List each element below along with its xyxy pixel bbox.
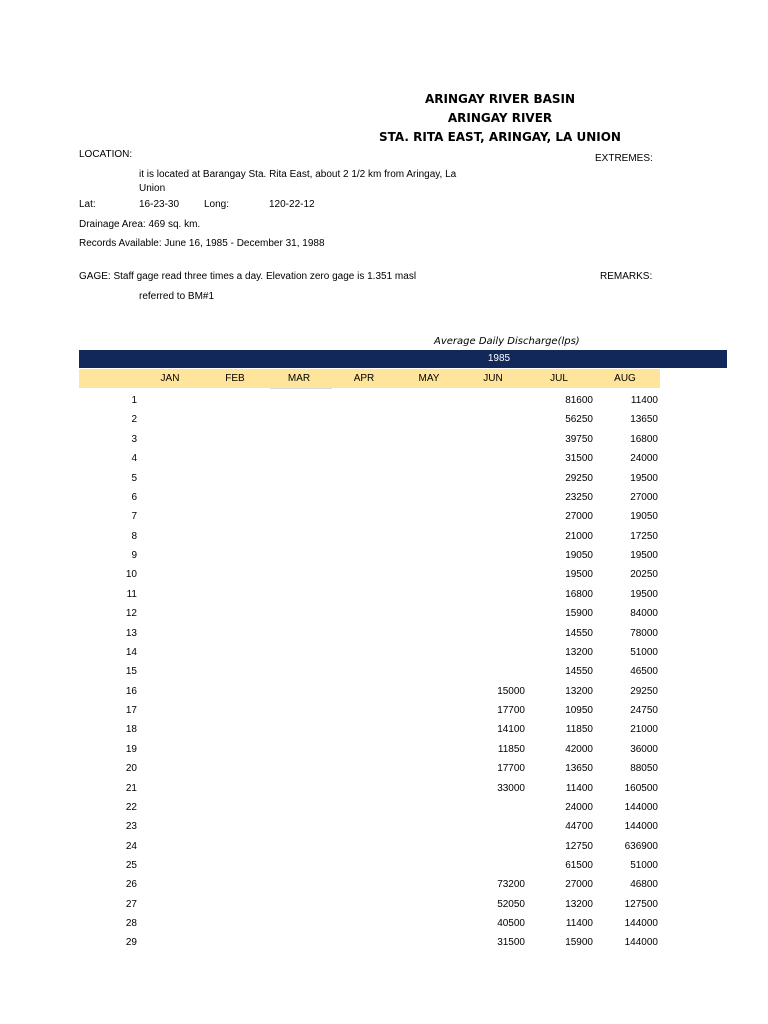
month-header-jan: JAN (160, 373, 180, 384)
table-row (0, 492, 768, 511)
day-cell: 28 (125, 918, 137, 929)
jul-cell: 21000 (565, 531, 593, 542)
table-row (0, 414, 768, 433)
jun-cell: 14100 (497, 724, 525, 735)
table-row (0, 628, 768, 647)
aug-cell: 84000 (630, 608, 658, 619)
jul-cell: 31500 (565, 453, 593, 464)
year-header (79, 350, 727, 368)
table-row (0, 724, 768, 743)
month-header-feb: FEB (225, 373, 245, 384)
aug-cell: 144000 (624, 937, 658, 948)
day-cell: 3 (131, 434, 137, 445)
extremes-label: EXTREMES: (595, 153, 653, 164)
day-cell: 21 (125, 783, 137, 794)
jun-cell: 11850 (497, 744, 525, 755)
table-row (0, 686, 768, 705)
station-title: STA. RITA EAST, ARINGAY, LA UNION (379, 130, 621, 144)
table-row (0, 879, 768, 898)
jul-cell: 29250 (565, 473, 593, 484)
table-row (0, 763, 768, 782)
day-cell: 16 (125, 686, 137, 697)
table-row (0, 666, 768, 685)
jul-cell: 13200 (565, 686, 593, 697)
day-cell: 8 (131, 531, 137, 542)
gage-info: GAGE: Staff gage read three times a day. Elevation zero gage is 1.351 masl (79, 271, 417, 282)
aug-cell: 636900 (624, 841, 658, 852)
jul-cell: 27000 (565, 511, 593, 522)
jun-cell: 40500 (497, 918, 525, 929)
table-row (0, 511, 768, 530)
jul-cell: 19050 (565, 550, 593, 561)
jul-cell: 19500 (565, 569, 593, 580)
table-row (0, 569, 768, 588)
lat-value: 16-23-30 (139, 199, 180, 210)
table-row (0, 608, 768, 627)
aug-cell: 78000 (630, 628, 658, 639)
jul-cell: 15900 (565, 608, 593, 619)
day-cell: 23 (125, 821, 137, 832)
table-row (0, 744, 768, 763)
jul-cell: 11400 (565, 918, 593, 929)
day-cell: 6 (131, 492, 137, 503)
aug-cell: 17250 (630, 531, 658, 542)
year-label: 1985 (487, 353, 511, 364)
aug-cell: 46500 (630, 666, 658, 677)
table-row (0, 453, 768, 472)
day-cell: 25 (125, 860, 137, 871)
jul-cell: 10950 (565, 705, 593, 716)
cell-divider (270, 388, 332, 389)
day-cell: 2 (131, 414, 137, 425)
jul-cell: 27000 (565, 879, 593, 890)
jun-cell: 31500 (497, 937, 525, 948)
table-row (0, 550, 768, 569)
day-cell: 10 (125, 569, 137, 580)
aug-cell: 144000 (624, 821, 658, 832)
day-cell: 26 (125, 879, 137, 890)
table-row (0, 647, 768, 666)
aug-cell: 20250 (630, 569, 658, 580)
table-caption: Average Daily Discharge(lps) (434, 336, 580, 347)
location-label: LOCATION: (79, 149, 133, 160)
table-row (0, 899, 768, 918)
month-header-row (79, 369, 660, 388)
day-cell: 24 (125, 841, 137, 852)
table-row (0, 821, 768, 840)
jul-cell: 11850 (565, 724, 593, 735)
aug-cell: 19500 (630, 473, 658, 484)
jul-cell: 23250 (565, 492, 593, 503)
aug-cell: 11400 (630, 395, 658, 406)
month-header-jun: JUN (483, 373, 503, 384)
jul-cell: 39750 (565, 434, 593, 445)
day-cell: 1 (131, 395, 137, 406)
day-cell: 11 (126, 589, 137, 600)
day-cell: 27 (125, 899, 137, 910)
month-header-aug: AUG (614, 373, 636, 384)
day-cell: 20 (125, 763, 137, 774)
jul-cell: 61500 (565, 860, 593, 871)
aug-cell: 21000 (630, 724, 658, 735)
aug-cell: 144000 (624, 918, 658, 929)
day-cell: 9 (131, 550, 137, 561)
aug-cell: 27000 (630, 492, 658, 503)
jul-cell: 13650 (565, 763, 593, 774)
aug-cell: 24750 (630, 705, 658, 716)
jul-cell: 24000 (565, 802, 593, 813)
location-description: it is located at Barangay Sta. Rita East, about 2 1/2 km from Aringay, La Union (139, 169, 457, 194)
jun-cell: 17700 (497, 763, 525, 774)
river-title: ARINGAY RIVER (447, 111, 553, 125)
table-row (0, 705, 768, 724)
table-row (0, 802, 768, 821)
aug-cell: 51000 (630, 860, 658, 871)
day-cell: 13 (125, 628, 137, 639)
jul-cell: 12750 (565, 841, 593, 852)
day-cell: 4 (131, 453, 137, 464)
day-cell: 19 (125, 744, 137, 755)
aug-cell: 51000 (630, 647, 658, 658)
jul-cell: 56250 (565, 414, 593, 425)
jun-cell: 73200 (497, 879, 525, 890)
table-row (0, 395, 768, 414)
table-row (0, 783, 768, 802)
table-row (0, 860, 768, 879)
aug-cell: 46800 (630, 879, 658, 890)
jul-cell: 13200 (565, 899, 593, 910)
aug-cell: 19500 (630, 550, 658, 561)
day-cell: 7 (131, 511, 137, 522)
jun-cell: 52050 (497, 899, 525, 910)
month-header-may: MAY (418, 373, 440, 384)
month-header-apr: APR (353, 373, 375, 384)
table-row (0, 473, 768, 492)
day-cell: 14 (125, 647, 137, 658)
basin-title: ARINGAY RIVER BASIN (424, 92, 576, 106)
day-cell: 29 (125, 937, 137, 948)
month-header-mar: MAR (287, 373, 311, 384)
gage-reference: referred to BM#1 (139, 291, 215, 302)
jul-cell: 16800 (565, 589, 593, 600)
aug-cell: 127500 (624, 899, 658, 910)
day-cell: 5 (131, 473, 137, 484)
long-value: 120-22-12 (269, 199, 315, 210)
jun-cell: 33000 (497, 783, 525, 794)
table-row (0, 531, 768, 550)
aug-cell: 19500 (630, 589, 658, 600)
jul-cell: 13200 (565, 647, 593, 658)
aug-cell: 24000 (630, 453, 658, 464)
jul-cell: 44700 (565, 821, 593, 832)
jun-cell: 17700 (497, 705, 525, 716)
day-cell: 17 (125, 705, 137, 716)
aug-cell: 13650 (630, 414, 658, 425)
jul-cell: 11400 (565, 783, 593, 794)
aug-cell: 160500 (624, 783, 658, 794)
jun-cell: 15000 (497, 686, 525, 697)
aug-cell: 36000 (630, 744, 658, 755)
jul-cell: 14550 (565, 666, 593, 677)
records-available: Records Available: June 16, 1985 - December 31, 1988 (79, 238, 325, 249)
aug-cell: 144000 (624, 802, 658, 813)
table-row (0, 918, 768, 937)
table-row (0, 434, 768, 453)
table-row (0, 937, 768, 956)
jul-cell: 15900 (565, 937, 593, 948)
aug-cell: 19050 (630, 511, 658, 522)
day-cell: 15 (125, 666, 137, 677)
table-row (0, 841, 768, 860)
table-row (0, 589, 768, 608)
aug-cell: 29250 (630, 686, 658, 697)
month-header-jul: JUL (550, 373, 568, 384)
day-cell: 12 (125, 608, 137, 619)
drainage-area: Drainage Area: 469 sq. km. (79, 219, 201, 230)
lat-label: Lat: (79, 199, 96, 210)
jul-cell: 14550 (565, 628, 593, 639)
jul-cell: 42000 (565, 744, 593, 755)
day-cell: 18 (125, 724, 137, 735)
long-label: Long: (204, 199, 230, 210)
aug-cell: 88050 (630, 763, 658, 774)
jul-cell: 81600 (565, 395, 593, 406)
remarks-label: REMARKS: (600, 271, 653, 282)
aug-cell: 16800 (630, 434, 658, 445)
day-cell: 22 (125, 802, 137, 813)
